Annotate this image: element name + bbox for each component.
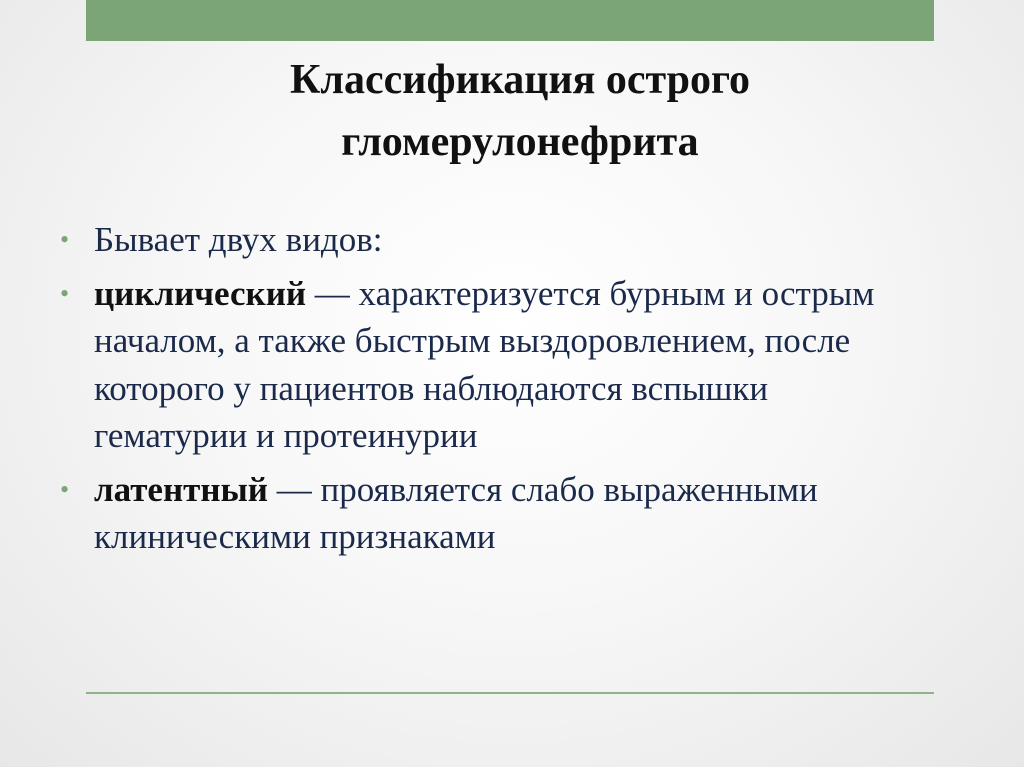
bullet-list: [60, 216, 920, 567]
bullet-text: — проявляется слабо выраженными клиническими признаками: [94, 469, 818, 556]
slide-title-line-2: гломерулонефрита: [341, 119, 699, 165]
bullet-dot-icon: •: [60, 278, 70, 308]
bullet-item-latent: [60, 466, 920, 561]
bullet-text: — характеризуется бурным и острым началом, а также быстрым выздоровлением, после которого у пациентов наблюдаются вспышки гематурии и протеинурии: [94, 273, 875, 455]
bullet-term-cyclic: циклический: [94, 273, 307, 313]
bullet-dot-icon: •: [60, 225, 70, 254]
bottom-divider-line: [86, 692, 934, 694]
bullet-item-types: [60, 216, 920, 264]
bullet-dot-icon: •: [60, 474, 70, 504]
slide-title: [120, 49, 920, 173]
bullet-text: Бывает двух видов:: [94, 220, 383, 259]
bullet-term-latent: латентный: [94, 469, 268, 509]
slide-title-line-1: Классификация острого: [289, 57, 751, 103]
bullet-item-cyclic: [60, 270, 920, 460]
top-accent-bar: [86, 0, 934, 41]
